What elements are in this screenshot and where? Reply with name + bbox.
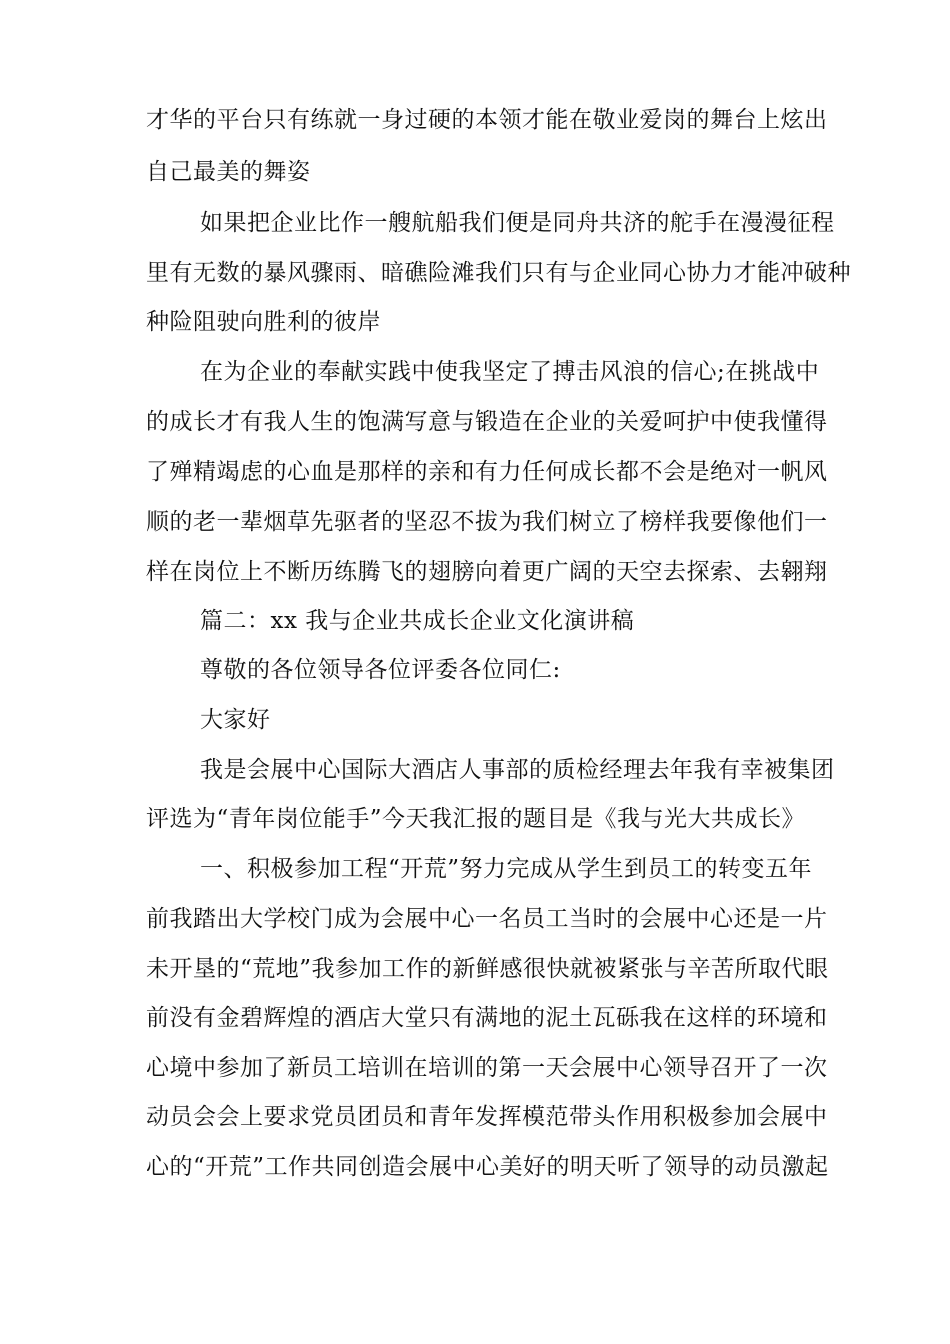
section-heading: 篇二：xx 我与企业共成长企业文化演讲稿 (200, 608, 635, 634)
text-line: 种险阻驶向胜利的彼岸 (146, 309, 381, 335)
paragraph-start-line: 我是会展中心国际大酒店人事部的质检经理去年我有幸被集团 (200, 757, 835, 783)
text-line: 自己最美的舞姿 (146, 159, 311, 185)
text-line: 评选为“青年岗位能手”今天我汇报的题目是《我与光大共成长》 (146, 806, 806, 832)
text-line: 心境中参加了新员工培训在培训的第一天会展中心领导召开了一次 (146, 1055, 828, 1081)
text-line: 顺的老一辈烟草先驱者的坚忍不拔为我们树立了榜样我要像他们一 (146, 509, 828, 535)
text-line: 了殚精竭虑的心血是那样的亲和有力任何成长都不会是绝对一帆风 (146, 459, 828, 485)
greeting-line: 大家好 (200, 707, 271, 733)
text-line: 动员会会上要求党员团员和青年发挥模范带头作用积极参加会展中 (146, 1104, 828, 1130)
text-line: 前我踏出大学校门成为会展中心一名员工当时的会展中心还是一片 (146, 906, 828, 932)
text-line: 未开垦的“荒地”我参加工作的新鲜感很快就被紧张与辛苦所取代眼 (146, 956, 829, 982)
text-line: 才华的平台只有练就一身过硬的本领才能在敬业爱岗的舞台上炫出 (146, 107, 828, 133)
text-line: 样在岗位上不断历练腾飞的翅膀向着更广阔的天空去探索、去翱翔 (146, 559, 828, 585)
text-line: 的成长才有我人生的饱满写意与锻造在企业的关爱呵护中使我懂得 (146, 409, 828, 435)
salutation-line: 尊敬的各位领导各位评委各位同仁: (200, 657, 561, 683)
paragraph-start-line: 一、积极参加工程“开荒”努力完成从学生到员工的转变五年 (200, 856, 813, 882)
text-line: 心的“开荒”工作共同创造会展中心美好的明天听了领导的动员激起 (146, 1154, 829, 1180)
text-line: 前没有金碧辉煌的酒店大堂只有满地的泥土瓦砾我在这样的环境和 (146, 1005, 828, 1031)
text-line: 里有无数的暴风骤雨、暗礁险滩我们只有与企业同心协力才能冲破种 (146, 260, 851, 286)
paragraph-start-line: 在为企业的奉献实践中使我坚定了搏击风浪的信心;在挑战中 (200, 359, 820, 385)
paragraph-start-line: 如果把企业比作一艘航船我们便是同舟共济的舵手在漫漫征程 (200, 210, 835, 236)
